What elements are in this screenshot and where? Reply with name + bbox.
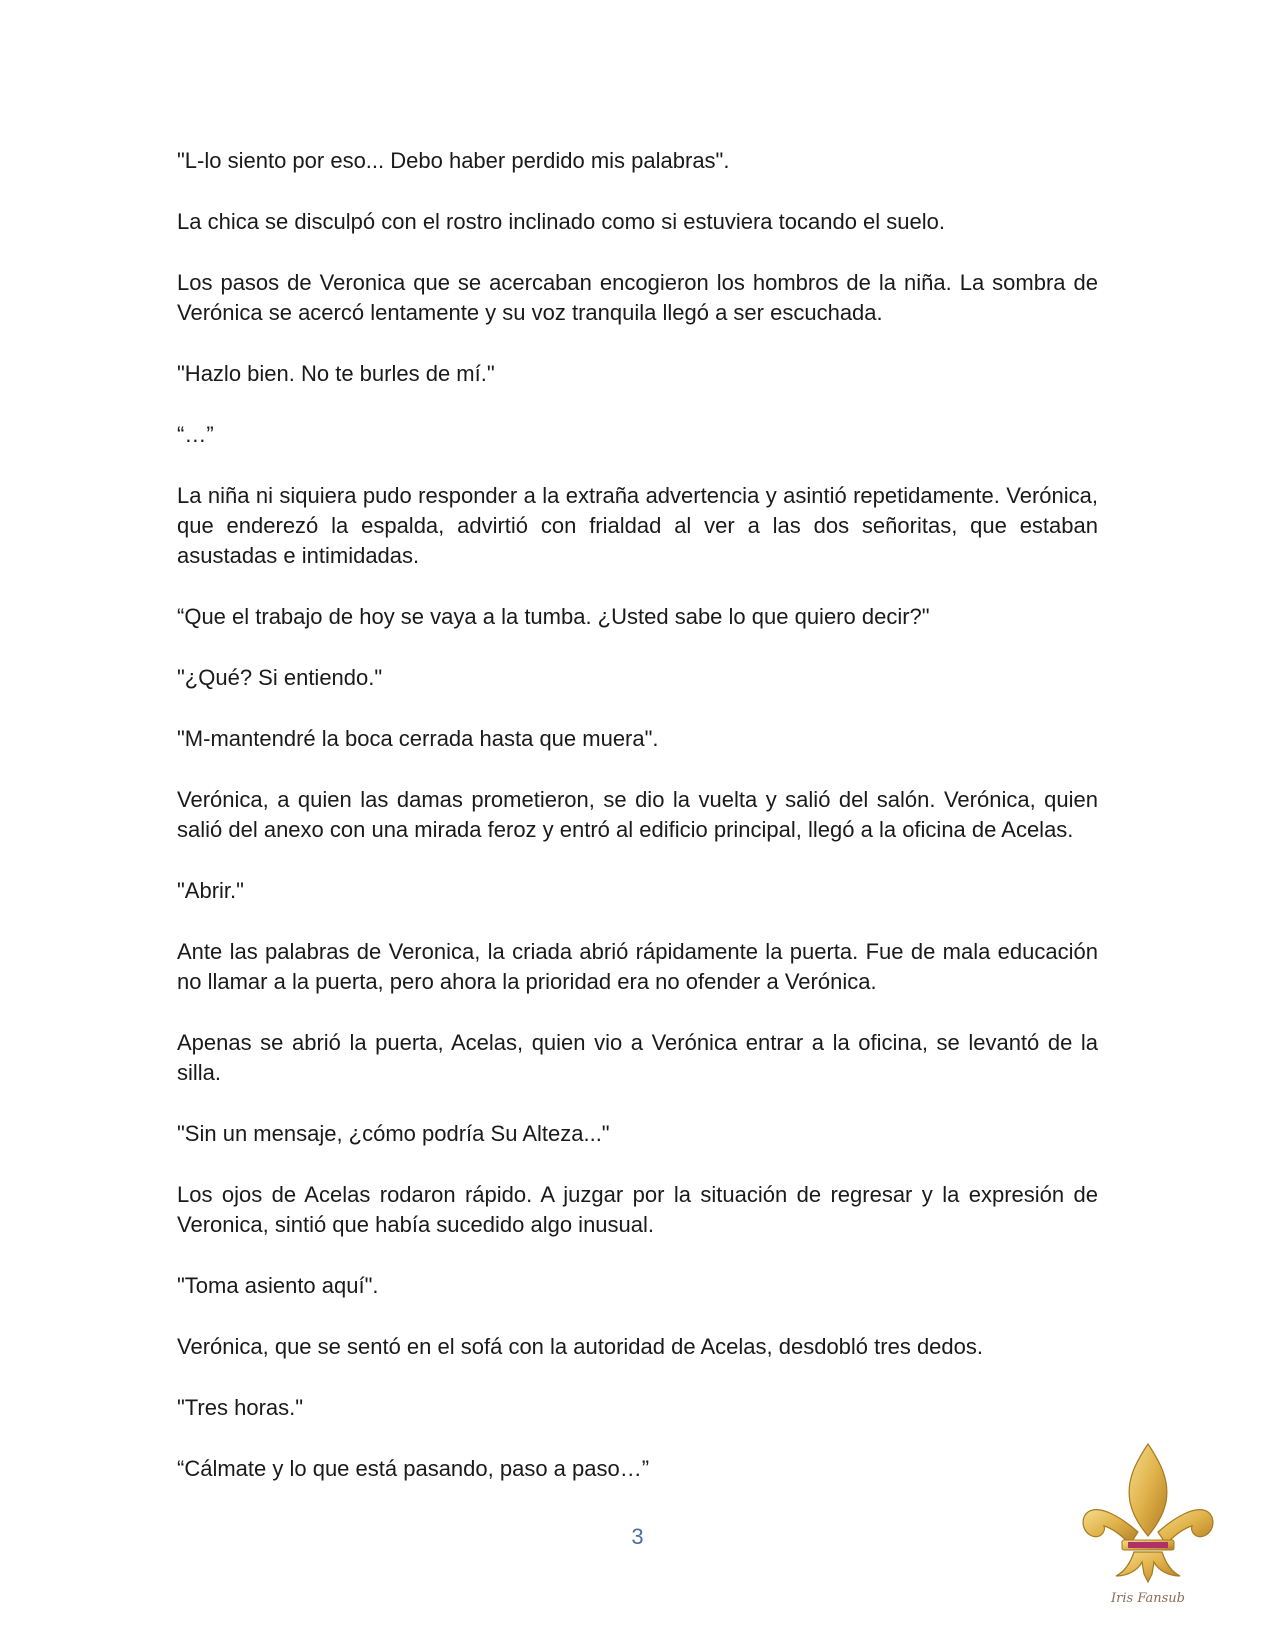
document-body xyxy=(177,146,1098,1515)
fleur-de-lis-icon xyxy=(1078,1440,1218,1610)
page-number: 3 xyxy=(631,1524,644,1549)
paragraph: "M-mantendré la boca cerrada hasta que muera". xyxy=(177,726,659,751)
paragraph: "L-lo siento por eso... Debo haber perdido mis palabras". xyxy=(177,148,730,173)
paragraph: La chica se disculpó con el rostro inclinado como si estuviera tocando el suelo. xyxy=(177,209,945,234)
paragraph: La niña ni siquiera pudo responder a la extraña advertencia y asintió repetidamente. Verónica, que enderezó la espalda, advirtió con frialdad al ver a las dos señoritas, que estaban asustadas e intimidadas. xyxy=(177,483,1098,568)
paragraph: Los pasos de Veronica que se acercaban encogieron los hombros de la niña. La sombra de Verónica se acercó lentamente y su voz tranquila llegó a ser escuchada. xyxy=(177,270,1098,325)
paragraph: Ante las palabras de Veronica, la criada abrió rápidamente la puerta. Fue de mala educación no llamar a la puerta, pero ahora la prioridad era no ofender a Verónica. xyxy=(177,939,1098,994)
paragraph: Verónica, a quien las damas prometieron, se dio la vuelta y salió del salón. Verónica, quien salió del anexo con una mirada feroz y entró al edificio principal, llegó a la oficina de Acelas. xyxy=(177,787,1098,842)
paragraph: "Sin un mensaje, ¿cómo podría Su Alteza..." xyxy=(177,1121,610,1146)
paragraph: "¿Qué? Si entiendo." xyxy=(177,665,383,690)
paragraph: Verónica, que se sentó en el sofá con la autoridad de Acelas, desdobló tres dedos. xyxy=(177,1334,983,1359)
paragraph: "Hazlo bien. No te burles de mí." xyxy=(177,361,495,386)
paragraph: "Abrir." xyxy=(177,878,244,903)
paragraph: “Que el trabajo de hoy se vaya a la tumba. ¿Usted sabe lo que quiero decir?" xyxy=(177,604,930,629)
paragraph: "Toma asiento aquí". xyxy=(177,1273,379,1298)
logo-signature: Iris Fansub xyxy=(1111,1591,1185,1606)
paragraph: Los ojos de Acelas rodaron rápido. A juzgar por la situación de regresar y la expresión de Veronica, sintió que había sucedido algo inusual. xyxy=(177,1182,1098,1237)
paragraph: Apenas se abrió la puerta, Acelas, quien vio a Verónica entrar a la oficina, se levantó de la silla. xyxy=(177,1030,1098,1085)
paragraph: “Cálmate y lo que está pasando, paso a paso…” xyxy=(177,1456,650,1481)
watermark-logo xyxy=(1078,1440,1218,1610)
paragraph: "Tres horas." xyxy=(177,1395,304,1420)
paragraph: “…” xyxy=(177,422,214,447)
